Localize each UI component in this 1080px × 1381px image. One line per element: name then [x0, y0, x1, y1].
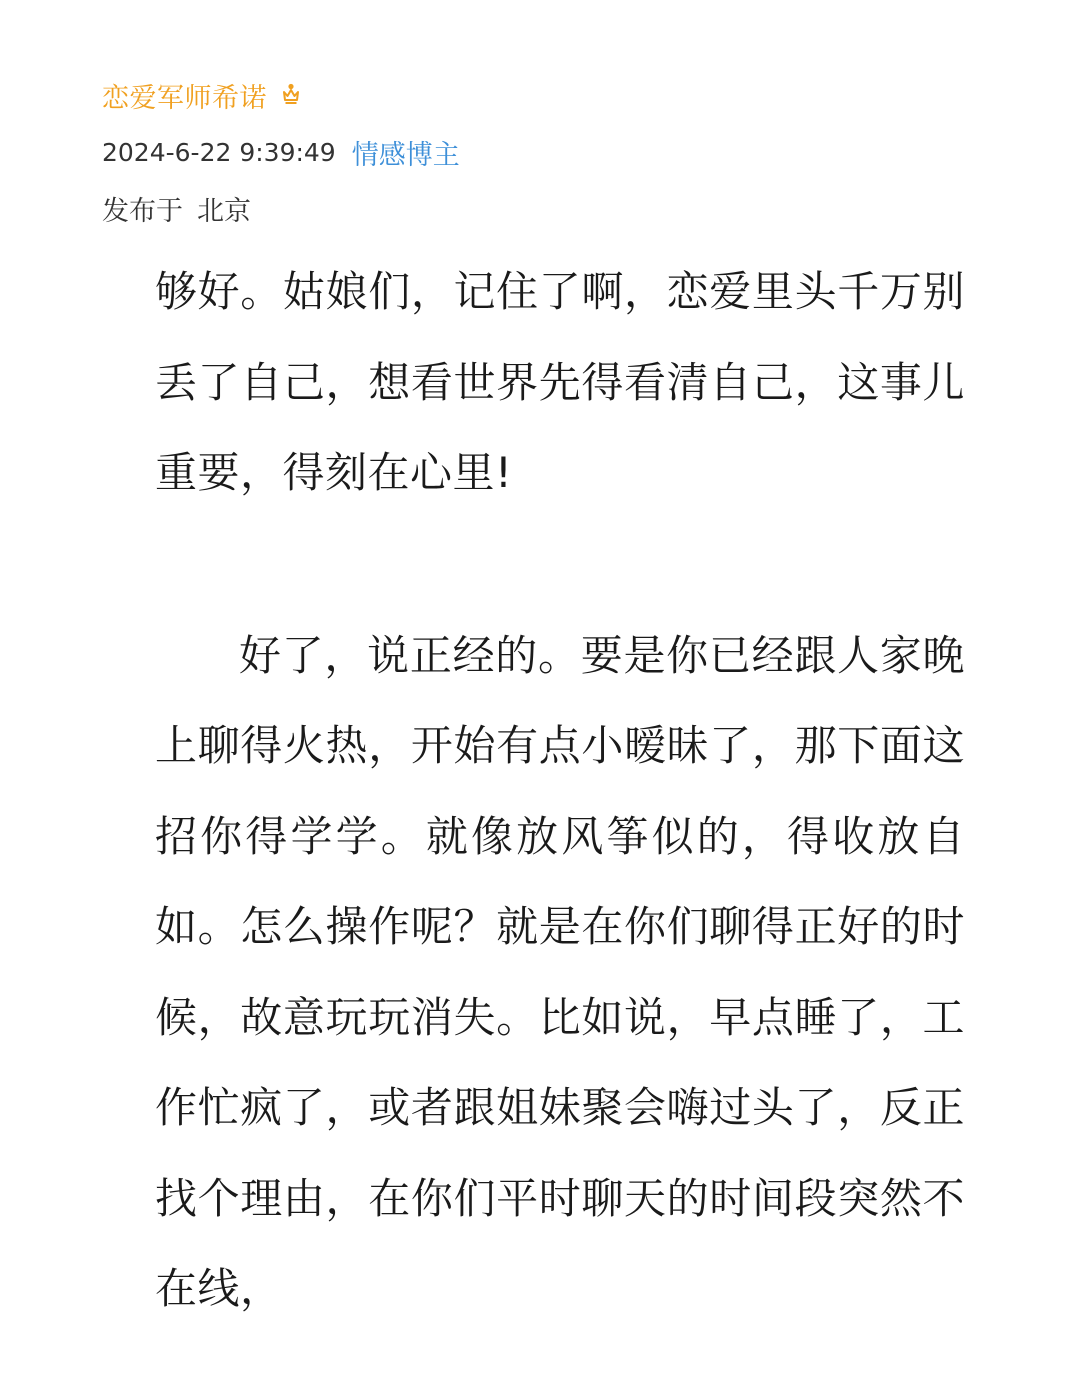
post-header [102, 70, 460, 236]
article-body [155, 247, 965, 1335]
article-paragraph: 够好。姑娘们，记住了啊，恋爱里头千万别丢了自己，想看世界先得看清自己，这事儿重要，得刻在心里! [155, 267, 965, 497]
author-tag[interactable]: 情感博主 [351, 139, 460, 171]
location-row [102, 180, 460, 236]
meta-row [102, 124, 460, 180]
location-prefix: 发布于 [102, 195, 183, 227]
article-paragraph: 好了，说正经的。要是你已经跟人家晚上聊得火热，开始有点小暧昧了，那下面这招你得学学。就像放风筝似的，得收放自如。怎么操作呢？就是在你们聊得正好的时候，故意玩玩消失。比如说，早点睡了，工作忙疯了，或者跟姐妹聚会嗨过头了，反正找个理由，在你们平时聊天的时间段突然不在线， [155, 630, 965, 1313]
post-timestamp: 2024-6-22 9:39:49 [102, 137, 336, 167]
author-name[interactable]: 恋爱军师希诺 [102, 82, 267, 114]
location-city: 北京 [197, 195, 251, 227]
crown-icon [279, 83, 303, 107]
author-row [102, 70, 460, 120]
